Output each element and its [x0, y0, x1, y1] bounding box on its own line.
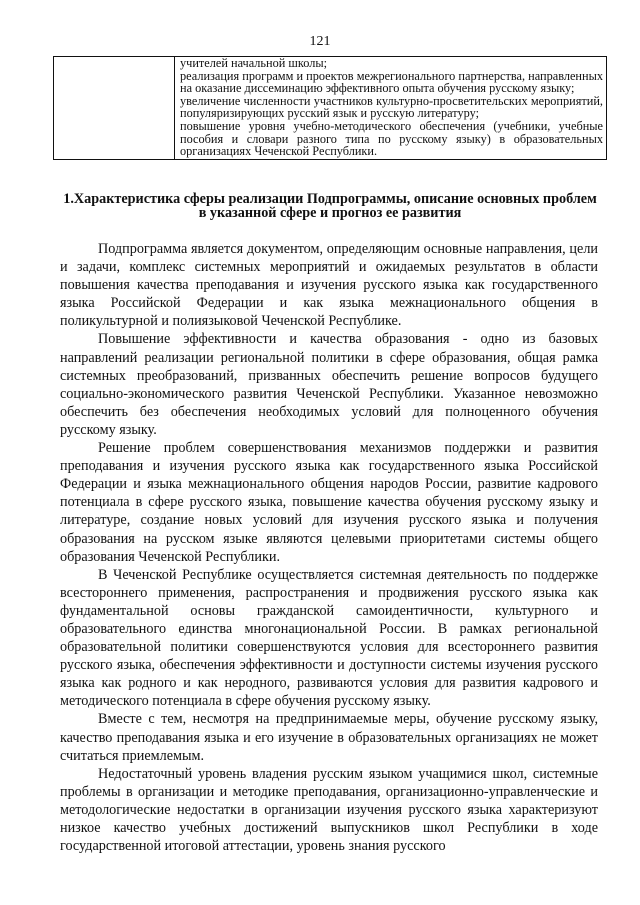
- page-number: 121: [309, 34, 331, 49]
- table-line: увеличение численности участников культурно-просветительских мероприятий, популяризирующих русский язык и русскую литературу;: [180, 93, 603, 121]
- paragraph: В Чеченской Республике осуществляется системная деятельность по поддержке всестороннего применения, распространения и продвижения русского языка как фундаментальной основы гражданской самоидентичности, культурного и образовательного единства многонациональной России. В рамках региональной образовательной политики совершенствуются условия для всестороннего развития русского языка, обеспечения эффективности и доступности системы изучения русского языка как родного и как неродного, развиваются условия для развития кадрового и методического потенциала в сфере обучения русскому языку.: [60, 566, 598, 710]
- table-line: реализация программ и проектов межрегионального партнерства, направленных на оказание диссеминацию эффективного опыта обучения русскому языку;: [180, 68, 603, 96]
- paragraph: Подпрограмма является документом, определяющим основные направления, цели и задачи, комплекс системных мероприятий и ожидаемых результатов в области повышения качества преподавания и изучения русского языка как государственного языка Российской Федерации и как языка межнационального общения в поликультурной и полиязыковой Чеченской Республике.: [60, 241, 598, 330]
- goals-table: [53, 56, 607, 160]
- paragraph: Решение проблем совершенствования механизмов поддержки и развития преподавания и изучения русского языка как государственного языка Российской Федерации и языка межнационального общения народов России, развитие кадрового потенциала в сфере русского языка, повышение качества обучения русскому языку и литературе, создание новых условий для изучения русского языка и получения образования на русском языке являются целевыми приоритетами системы общего образования Чеченской Республики.: [60, 440, 598, 565]
- paragraph: Вместе с тем, несмотря на предпринимаемые меры, обучение русскому языку, качество преподавания языка и его изучение в образовательных организациях не может считаться приемлемым.: [60, 711, 598, 764]
- table-text-cell: [175, 57, 607, 160]
- table-row: [54, 57, 607, 160]
- paragraph: Повышение эффективности и качества образования - одно из базовых направлений реализации региональной политики в сфере образования, общая рамка системных преобразований, призванных обеспечить решение вопросов будущего социально-экономического развития Чеченской Республики. Указанное невозможно обеспечить без обеспечения необходимых условий для полноценного обучения русскому языку.: [60, 331, 598, 438]
- section-heading: 1.Характеристика сферы реализации Подпрограммы, описание основных проблем в указанной сфере и прогноз ее развития: [63, 191, 597, 221]
- body-text: [60, 240, 598, 855]
- table-empty-cell: [54, 57, 175, 160]
- table-line: учителей начальной школы;: [180, 56, 328, 70]
- paragraph: Недостаточный уровень владения русским языком учащимися школ, системные проблемы в организации и методике преподавания, организационно-управленческие и методологические недостатки в организации изучения русского языка характеризуют низкое качество учебных достижений выпускников школ Республики в ходе государственной итоговой аттестации, уровень знания русского: [60, 765, 598, 855]
- table-line: повышение уровня учебно-методического обеспечения (учебники, учебные пособия и словари разного типа по русскому языку) в образовательных организациях Чеченской Республики.: [180, 118, 603, 159]
